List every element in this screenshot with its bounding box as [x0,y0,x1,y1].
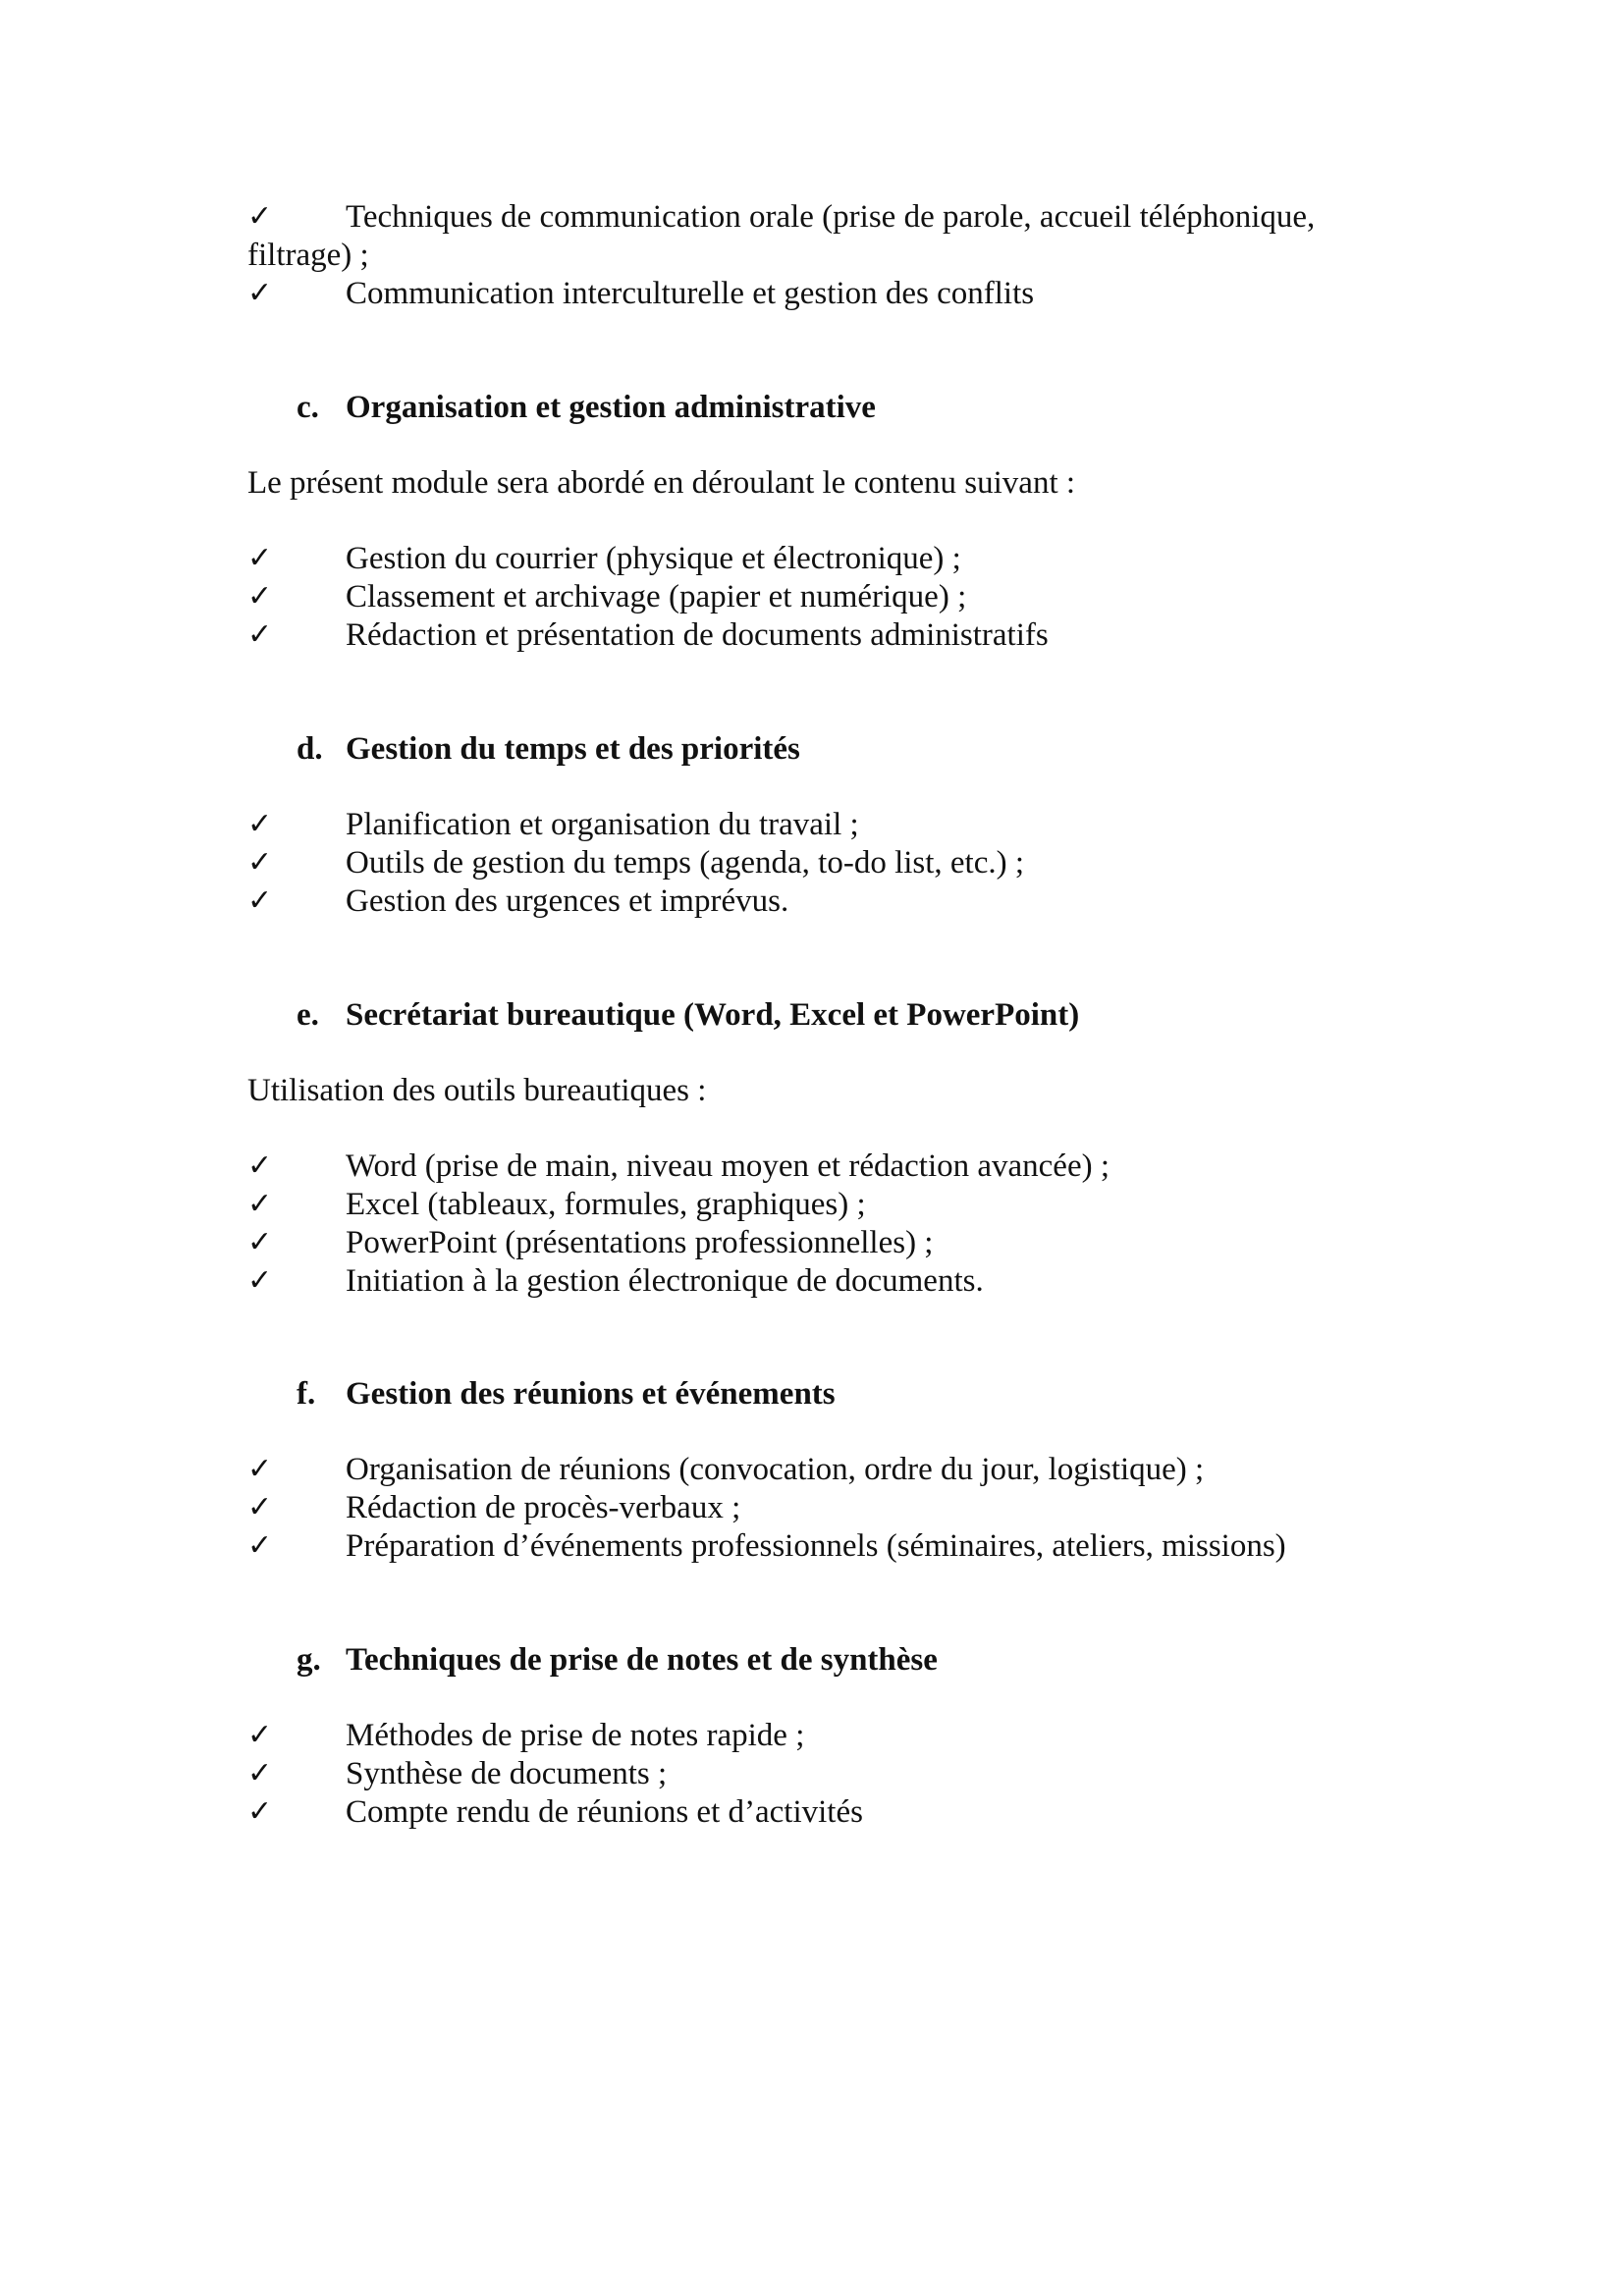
checkmark-icon: ✓ [247,1148,273,1183]
section-heading: Gestion des réunions et événements [346,1376,836,1412]
checkmark-icon: ✓ [247,1718,273,1752]
list-item: Organisation de réunions (convocation, ordre du jour, logistique) ; [346,1452,1205,1487]
list-item: Outils de gestion du temps (agenda, to-do list, etc.) ; [346,845,1025,881]
section-intro: Le présent module sera abordé en déroulant le contenu suivant : [247,465,1076,501]
list-item: Word (prise de main, niveau moyen et rédaction avancée) ; [346,1148,1110,1184]
list-item: Planification et organisation du travail ; [346,807,859,842]
list-item: Compte rendu de réunions et d’activités [346,1794,863,1830]
section-heading: Techniques de prise de notes et de synthèse [346,1642,938,1678]
checkmark-icon: ✓ [247,1452,273,1486]
section-letter: g. [297,1642,321,1678]
checkmark-icon: ✓ [247,276,273,310]
checkmark-icon: ✓ [247,1528,273,1563]
checkmark-icon: ✓ [247,883,273,918]
list-item: Préparation d’événements professionnels (séminaires, ateliers, missions) [346,1528,1286,1564]
checkmark-icon: ✓ [247,541,273,575]
section-intro: Utilisation des outils bureautiques : [247,1073,707,1108]
list-item: Techniques de communication orale (prise de parole, accueil téléphonique, [346,199,1316,235]
list-item: Communication interculturelle et gestion des conflits [346,276,1035,311]
list-item: Rédaction de procès-verbaux ; [346,1490,741,1525]
checkmark-icon: ✓ [247,617,273,652]
list-item: PowerPoint (présentations professionnelles) ; [346,1225,934,1260]
section-letter: c. [297,390,319,425]
checkmark-icon: ✓ [247,1490,273,1524]
checkmark-icon: ✓ [247,807,273,841]
list-item-continuation: filtrage) ; [247,238,369,273]
checkmark-icon: ✓ [247,845,273,880]
list-item: Initiation à la gestion électronique de documents. [346,1263,984,1299]
checkmark-icon: ✓ [247,1794,273,1829]
checkmark-icon: ✓ [247,1756,273,1790]
checkmark-icon: ✓ [247,199,273,234]
list-item: Synthèse de documents ; [346,1756,668,1791]
list-item: Gestion du courrier (physique et électronique) ; [346,541,961,576]
section-letter: e. [297,997,319,1033]
section-heading: Gestion du temps et des priorités [346,731,800,767]
checkmark-icon: ✓ [247,1225,273,1259]
checkmark-icon: ✓ [247,1263,273,1298]
list-item: Méthodes de prise de notes rapide ; [346,1718,805,1753]
section-heading: Secrétariat bureautique (Word, Excel et PowerPoint) [346,997,1080,1033]
list-item: Gestion des urgences et imprévus. [346,883,789,919]
list-item: Excel (tableaux, formules, graphiques) ; [346,1187,866,1222]
section-letter: d. [297,731,323,767]
checkmark-icon: ✓ [247,1187,273,1221]
section-letter: f. [297,1376,316,1412]
list-item: Classement et archivage (papier et numérique) ; [346,579,967,614]
checkmark-icon: ✓ [247,579,273,614]
list-item: Rédaction et présentation de documents administratifs [346,617,1049,653]
section-heading: Organisation et gestion administrative [346,390,876,425]
